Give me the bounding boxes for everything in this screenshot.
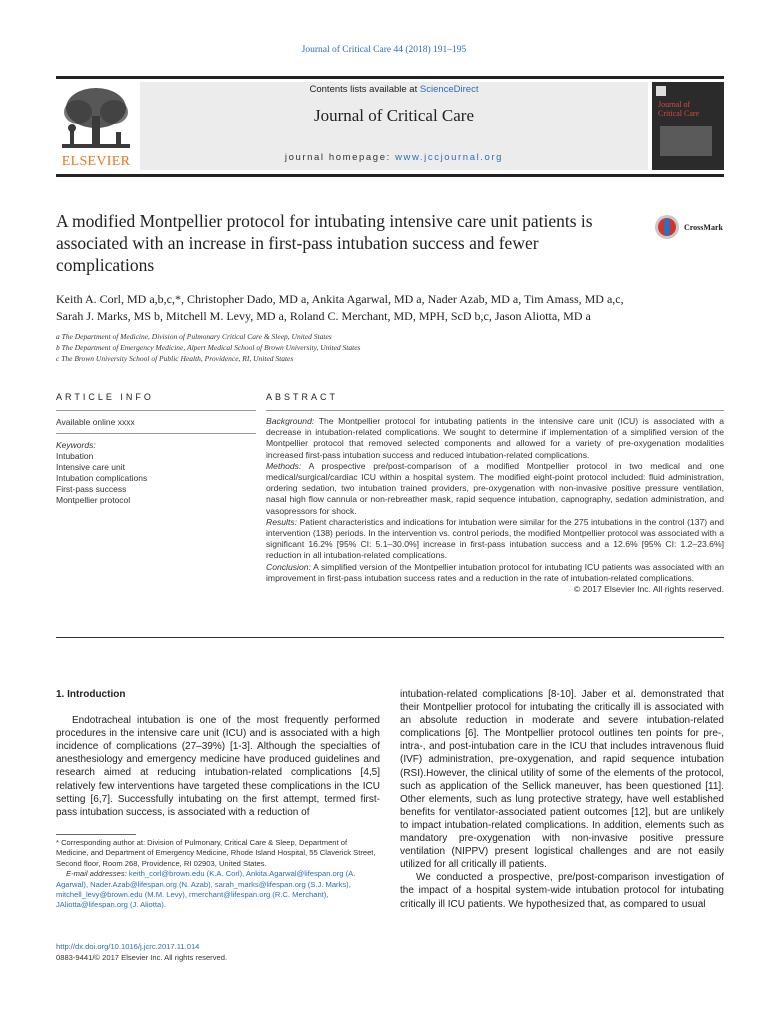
contents-prefix: Contents lists available at xyxy=(309,84,420,95)
crossmark-icon xyxy=(654,214,680,240)
keyword-item: Intubation xyxy=(56,451,94,461)
email-label: E-mail addresses: xyxy=(66,869,127,879)
abstract-results xyxy=(266,517,724,562)
body-right-column xyxy=(400,688,724,911)
masthead-bottom-rule xyxy=(56,174,724,177)
keyword-item: First-pass success xyxy=(56,484,127,494)
article-info xyxy=(56,392,256,506)
cover-qr-icon xyxy=(656,86,666,96)
crossmark-label: CrossMark xyxy=(684,223,723,232)
results-text: Patient characteristics and indications for intubation were similar for the 275 intubations in the control (137) and intervention (138) periods. In the intervention vs. control periods, the modified Montpellier protocol was associated with a significant 16.2% [95% CI: 5.1–30.0%] increase in first-pass intubation success and a 12.6% [95% CI: 1.2–23.6%] reduction in all intubation-related complications. xyxy=(266,516,724,561)
affiliations xyxy=(56,331,724,364)
homepage-link[interactable]: www.jccjournal.org xyxy=(395,152,504,163)
intro-paragraph-2: intubation-related complications [8-10]. Jaber et al. demonstrated that their Montpellier protocol for intubating the critically ill is associated with an absolute reduction in moderate and severe intubation-related complications [6]. The Montpellier protocol outlines ten points for pre-, intra-, and post-intubation care in the ICU that includes intravenous fluid (IVF) administration, pre-oxygenation, and rapid sequence intubation (RSI).However, the clinical utility of some of the elements of the protocol, such as application of the Sellick maneuver, has been questioned [11]. Other elements, such as lung protective strategy, have well established benefits for ventilator-associated patient outcomes [12], but are unlikely to impact intubation-related complications. In addition, elements such as mandatory pre-oxygenation with non-invasive positive pressure ventilation (NIPPV) present logistical challenges and are not easily utilized for all critically ill patients. xyxy=(400,689,724,871)
results-label: Results: xyxy=(266,516,298,527)
publisher-name: ELSEVIER xyxy=(61,154,131,169)
abstract-copyright: © 2017 Elsevier Inc. All rights reserved. xyxy=(573,584,724,595)
masthead-top-rule xyxy=(56,76,724,79)
abstract-background xyxy=(266,416,724,461)
section-divider xyxy=(56,637,724,638)
background-label: Background: xyxy=(266,416,315,426)
cover-title-line2: Critical Care xyxy=(658,109,700,118)
authors-line-1: Keith A. Corl, MD a,b,c,*, Christopher Dado, MD a, Ankita Agarwal, MD a, Nader Azab, MD a, Tim Amass, MD a,c, xyxy=(56,292,624,306)
email-addresses xyxy=(56,869,380,911)
affiliation-a: a The Department of Medicine, Division of Pulmonary Critical Care & Sleep, United States xyxy=(56,332,332,341)
journal-cover-image[interactable] xyxy=(652,82,724,170)
abstract-heading: ABSTRACT xyxy=(266,392,339,402)
abstract-rule xyxy=(266,410,724,411)
introduction-heading: 1. Introduction xyxy=(56,689,126,700)
crossmark-badge[interactable] xyxy=(654,214,744,240)
page-footer xyxy=(56,942,380,963)
keyword-item: Montpellier protocol xyxy=(56,495,131,505)
corresponding-author-note: * Corresponding author at: Division of Pulmonary, Critical Care & Sleep, Department of Medicine, and Department of Emergency Medicine, Rhode Island Hospital, 55 Claverick Street, Second floor, Room 268, Providence, RI 02903, United States. xyxy=(56,838,376,868)
keyword-item: Intubation complications xyxy=(56,473,148,483)
article-title: A modified Montpellier protocol for intubating intensive care unit patients is associated with an increase in first-pass intubation success and fewer complications xyxy=(56,211,593,275)
abstract-body xyxy=(266,416,724,595)
journal-citation[interactable]: Journal of Critical Care 44 (2018) 191–195 xyxy=(301,45,467,55)
article-info-heading: ARTICLE INFO xyxy=(56,392,154,402)
keyword-item: Intensive care unit xyxy=(56,462,125,472)
background-text: The Montpellier protocol for intubating patients in the intensive care unit (ICU) is associated with a decrease in intubation-related complications. We sought to determine if implementation of a simplified version of the Montpellier protocol that removed selected components and allowed for a variety of pre-oxygenation modalities increased first-pass intubation success and reduced intubation-related complications. xyxy=(266,416,724,460)
cover-figure xyxy=(660,126,712,156)
abstract-methods xyxy=(266,461,724,517)
conclusion-text: A simplified version of the Montpellier intubation protocol for intubating ICU patients was associated with an improvement in first-pass intubation success rates and a reduction in the rate of intubation-related complications. xyxy=(266,561,724,583)
body-left-column xyxy=(56,688,380,819)
authors-line-2: Sarah J. Marks, MS b, Mitchell M. Levy, MD a, Roland C. Merchant, MD, MPH, ScD b,c, Jason Aliotta, MD a xyxy=(56,309,591,323)
methods-text: A prospective pre/post-comparison of a modified Montpellier protocol in two medical and one medical/surgical/cardiac ICU within a hospital system. The modified eight-point protocol included: fluid administration, ordering sedation, two intubation trained providers, pre-oxygenation with non-invasive positive pressure ventilation, nasal high flow cannula or non-rebreather mask, rapid sequence intubation, capnography, sedation administration, and vasopressors for shock. xyxy=(266,460,724,516)
contents-line xyxy=(140,84,648,95)
info-rule-1 xyxy=(56,410,256,411)
intro-paragraph-1: Endotracheal intubation is one of the most frequently performed procedures in the intensive care unit (ICU) and is associated with a high incidence of complications (27–39%) [1-3]. Although the specialties of anesthesiology and emergency medicine have produced guidelines and research aimed at reducing intubation-related complications [4,5] relatively few interventions have targeted these complications in the ICU setting [6,7]. Successfully intubating on the first attempt, termed first-pass intubation success, is associated with a reduction of xyxy=(56,715,380,818)
affiliation-c: c The Brown University School of Public Health, Providence, RI, United States xyxy=(56,354,294,363)
info-rule-2 xyxy=(56,433,256,434)
affiliation-b: b The Department of Emergency Medicine, Alpert Medical School of Brown University, United States xyxy=(56,343,361,352)
elsevier-tree-logo xyxy=(56,82,136,170)
keywords-label: Keywords: xyxy=(56,440,96,450)
issn-line: 0883-9441/© 2017 Elsevier Inc. All rights reserved. xyxy=(56,952,228,962)
author-list xyxy=(56,291,724,325)
intro-paragraph-3: We conducted a prospective, pre/post-comparison investigation of the impact of a hospital system-wide intubation protocol for intubating critically ill ICU patients. We hypothesized that, as compared to usual xyxy=(400,872,724,910)
abstract-conclusion xyxy=(266,562,724,584)
journal-title: Journal of Critical Care xyxy=(313,106,475,125)
footnotes xyxy=(56,838,380,911)
methods-label: Methods: xyxy=(266,460,302,471)
doi-link[interactable]: http://dx.doi.org/10.1016/j.jcrc.2017.11.014 xyxy=(56,942,200,951)
footnote-rule xyxy=(56,834,136,835)
email-list[interactable]: keith_corl@brown.edu (K.A. Corl), Ankita.Agarwal@lifespan.org (A. Agarwal), Nader.Azab@lifespan.org (N. Azab), sarah_marks@lifespan.org (S.J. Marks), mitchell_levy@brown.edu (M.M. Levy), rmerchant@lifespan.org (R.C. Merchant), JAliotta@lifespan.org (J. Aliotta). xyxy=(56,869,356,910)
journal-homepage xyxy=(140,152,648,163)
conclusion-label: Conclusion: xyxy=(266,561,311,572)
cover-title-line1: Journal of xyxy=(658,100,691,109)
available-online: Available online xxxx xyxy=(56,417,135,427)
cover-title xyxy=(658,100,699,118)
homepage-prefix: journal homepage: xyxy=(284,152,396,163)
masthead xyxy=(56,82,724,170)
sciencedirect-link[interactable]: ScienceDirect xyxy=(419,84,479,95)
abstract xyxy=(266,392,724,595)
